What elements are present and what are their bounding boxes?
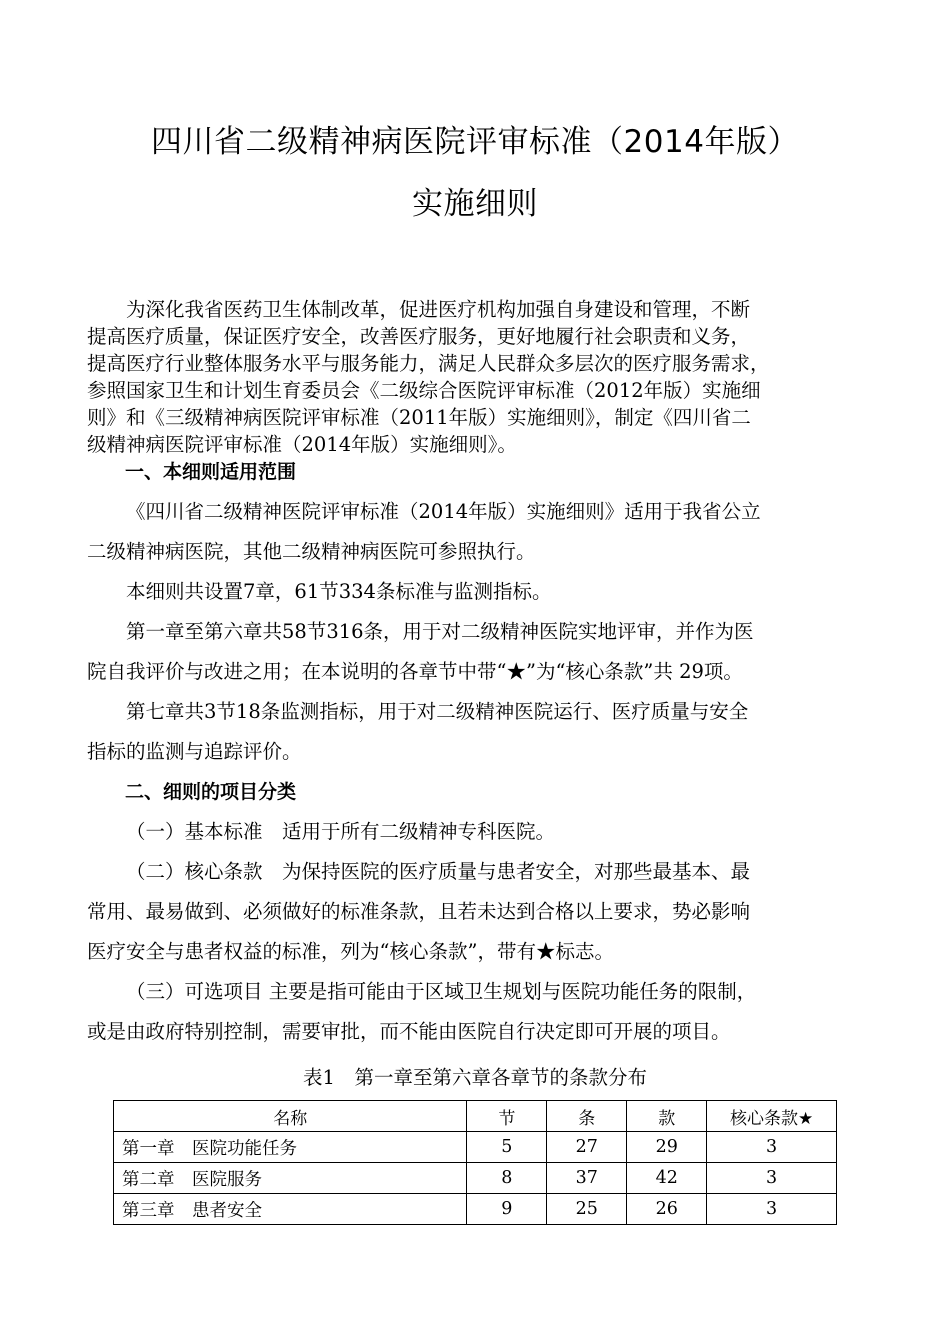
intro-paragraph — [87, 296, 877, 458]
clause-distribution-table — [113, 1100, 837, 1225]
section-count: 9 — [467, 1194, 547, 1225]
article-count: 27 — [547, 1132, 627, 1163]
section-line: 第七章共3节18条监测指标，用于对二级精神医院运行、医疗质量与安全 — [126, 700, 749, 723]
table-caption: 表1 第一章至第六章各章节的条款分布 — [303, 1066, 647, 1089]
core-clause-count: 3 — [707, 1194, 837, 1225]
article-count: 37 — [547, 1163, 627, 1194]
document-title: 四川省二级精神病医院评审标准（2014年版） — [151, 124, 799, 160]
section-count: 5 — [467, 1132, 547, 1163]
intro-line: 为深化我省医药卫生体制改革，促进医疗机构加强自身建设和管理，不断 — [126, 298, 751, 321]
clause-count: 26 — [627, 1194, 707, 1225]
header-core-clause: 核心条款★ — [707, 1101, 837, 1132]
table-row — [114, 1194, 837, 1225]
section-line: 二级精神病医院，其他二级精神病医院可参照执行。 — [87, 540, 536, 563]
header-name: 名称 — [114, 1101, 467, 1132]
clause-count: 42 — [627, 1163, 707, 1194]
document-subtitle: 实施细则 — [412, 186, 538, 222]
intro-line: 则》和《三级精神病医院评审标准（2011年版）实施细则》，制定《四川省二 — [87, 406, 751, 429]
section-line: 常用、最易做到、必须做好的标准条款，且若未达到合格以上要求，势必影响 — [87, 900, 751, 923]
intro-line: 级精神病医院评审标准（2014年版）实施细则》。 — [87, 433, 517, 456]
core-clause-count: 3 — [707, 1163, 837, 1194]
intro-line: 提高医疗质量，保证医疗安全，改善医疗服务，更好地履行社会职责和义务， — [87, 325, 751, 348]
intro-line: 参照国家卫生和计划生育委员会《二级综合医院评审标准（2012年版）实施细 — [87, 379, 761, 402]
section-line: （三）可选项目 主要是指可能由于区域卫生规划与医院功能任务的限制， — [126, 980, 757, 1003]
section-count: 8 — [467, 1163, 547, 1194]
table-row — [114, 1163, 837, 1194]
section-line: 指标的监测与追踪评价。 — [87, 740, 302, 763]
section-line: 本细则共设置7章，61节334条标准与监测指标。 — [126, 580, 552, 603]
section-line: 医疗安全与患者权益的标准，列为“核心条款”，带有★标志。 — [87, 940, 614, 963]
chapter-name: 第三章 患者安全 — [114, 1194, 467, 1225]
clause-count: 29 — [627, 1132, 707, 1163]
chapter-name: 第一章 医院功能任务 — [114, 1132, 467, 1163]
article-count: 25 — [547, 1194, 627, 1225]
table-row — [114, 1132, 837, 1163]
main-content — [87, 452, 877, 1052]
core-clause-count: 3 — [707, 1132, 837, 1163]
section-line: （一）基本标准 适用于所有二级精神专科医院。 — [126, 820, 556, 843]
header-section: 节 — [467, 1101, 547, 1132]
section-line: 院自我评价与改进之用；在本说明的各章节中带“★”为“核心条款”共 29项。 — [87, 660, 743, 683]
section-line: 或是由政府特别控制，需要审批，而不能由医院自行决定即可开展的项目。 — [87, 1020, 731, 1043]
table-header-row — [114, 1101, 837, 1132]
section-line: 《四川省二级精神医院评审标准（2014年版）实施细则》适用于我省公立 — [126, 500, 761, 523]
chapter-name: 第二章 医院服务 — [114, 1163, 467, 1194]
section-line: （二）核心条款 为保持医院的医疗质量与患者安全，对那些最基本、最 — [126, 860, 751, 883]
section-line: 第一章至第六章共58节316条，用于对二级精神医院实地评审，并作为医 — [126, 620, 754, 643]
header-clause: 款 — [627, 1101, 707, 1132]
header-article: 条 — [547, 1101, 627, 1132]
intro-line: 提高医疗行业整体服务水平与服务能力，满足人民群众多层次的医疗服务需求， — [87, 352, 770, 375]
section-heading: 二、细则的项目分类 — [125, 781, 297, 803]
section-heading: 一、本细则适用范围 — [125, 461, 297, 483]
